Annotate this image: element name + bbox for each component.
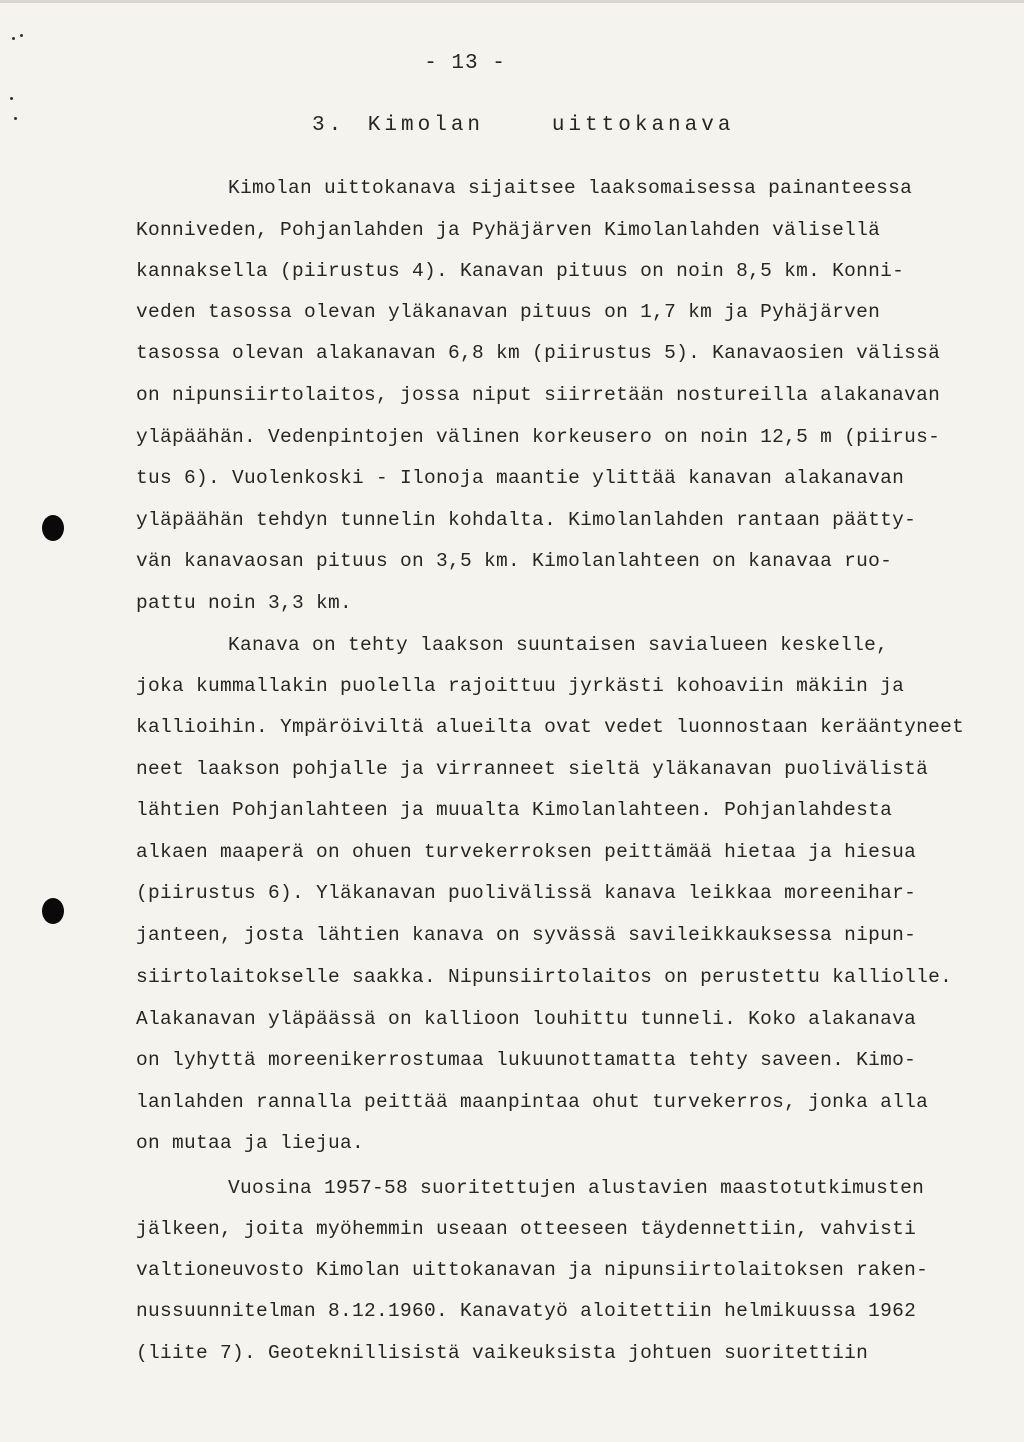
scan-speck (12, 37, 15, 40)
text-line: kallioihin. Ympäröiviltä alueilta ovat vedet luonnostaan kerääntyneet (136, 716, 965, 738)
text-line: jälkeen, joita myöhemmin useaan otteeseen täydennettiin, vahvisti (136, 1218, 917, 1240)
text-line: Kimolan uittokanava sijaitsee laaksomaisessa painanteessa (228, 177, 913, 199)
text-line: valtioneuvosto Kimolan uittokanavan ja nipunsiirtolaitoksen raken- (136, 1259, 929, 1281)
punch-hole (42, 898, 64, 924)
text-line: on mutaa ja liejua. (136, 1132, 365, 1154)
text-line: siirtolaitokselle saakka. Nipunsiirtolaitos on perustettu kalliolle. (136, 966, 953, 988)
section-title: 3. Kimolan uittokanava (312, 114, 735, 137)
text-line: on lyhyttä moreenikerrostumaa lukuunottamatta tehty saveen. Kimo- (136, 1049, 917, 1071)
page-top-edge (0, 0, 1024, 3)
text-line: pattu noin 3,3 km. (136, 592, 353, 614)
text-line: yläpäähän. Vedenpintojen välinen korkeusero on noin 12,5 m (piirus- (136, 426, 941, 448)
text-line: nussuunnitelman 8.12.1960. Kanavatyö aloitettiin helmikuussa 1962 (136, 1300, 917, 1322)
text-line: (piirustus 6). Yläkanavan puolivälissä kanava leikkaa moreenihar- (136, 882, 917, 904)
scan-speck (20, 34, 23, 37)
scan-speck (10, 97, 13, 100)
text-line: neet laakson pohjalle ja virranneet sieltä yläkanavan puolivälistä (136, 758, 929, 780)
text-line: (liite 7). Geoteknillisistä vaikeuksista johtuen suoritettiin (136, 1342, 869, 1364)
text-line: lähtien Pohjanlahteen ja muualta Kimolanlahteen. Pohjanlahdesta (136, 799, 893, 821)
text-line: veden tasossa olevan yläkanavan pituus on 1,7 km ja Pyhäjärven (136, 301, 881, 323)
text-line: alkaen maaperä on ohuen turvekerroksen peittämää hietaa ja hiesua (136, 841, 917, 863)
text-line: joka kummallakin puolella rajoittuu jyrkästi kohoaviin mäkiin ja (136, 675, 905, 697)
text-line: Kanava on tehty laakson suuntaisen savialueen keskelle, (228, 634, 889, 656)
text-line: lanlahden rannalla peittää maanpintaa ohut turvekerros, jonka alla (136, 1091, 929, 1113)
page-number: - 13 - (424, 52, 506, 75)
text-line: yläpäähän tehdyn tunnelin kohdalta. Kimolanlahden rantaan päätty- (136, 509, 917, 531)
text-line: tus 6). Vuolenkoski - Ilonoja maantie ylittää kanavan alakanavan (136, 467, 905, 489)
text-line: Alakanavan yläpäässä on kallioon louhittu tunneli. Koko alakanava (136, 1008, 917, 1030)
scan-speck (14, 117, 17, 120)
text-line: kannaksella (piirustus 4). Kanavan pituus on noin 8,5 km. Konni- (136, 260, 905, 282)
text-line: tasossa olevan alakanavan 6,8 km (piirustus 5). Kanavaosien välissä (136, 342, 941, 364)
punch-hole (42, 515, 64, 541)
text-line: on nipunsiirtolaitos, jossa niput siirretään nostureilla alakanavan (136, 384, 941, 406)
text-line: janteen, josta lähtien kanava on syvässä savileikkauksessa nipun- (136, 924, 917, 946)
text-line: Konniveden, Pohjanlahden ja Pyhäjärven Kimolanlahden välisellä (136, 219, 881, 241)
text-line: vän kanavaosan pituus on 3,5 km. Kimolanlahteen on kanavaa ruo- (136, 550, 893, 572)
text-line: Vuosina 1957-58 suoritettujen alustavien maastotutkimusten (228, 1177, 925, 1199)
